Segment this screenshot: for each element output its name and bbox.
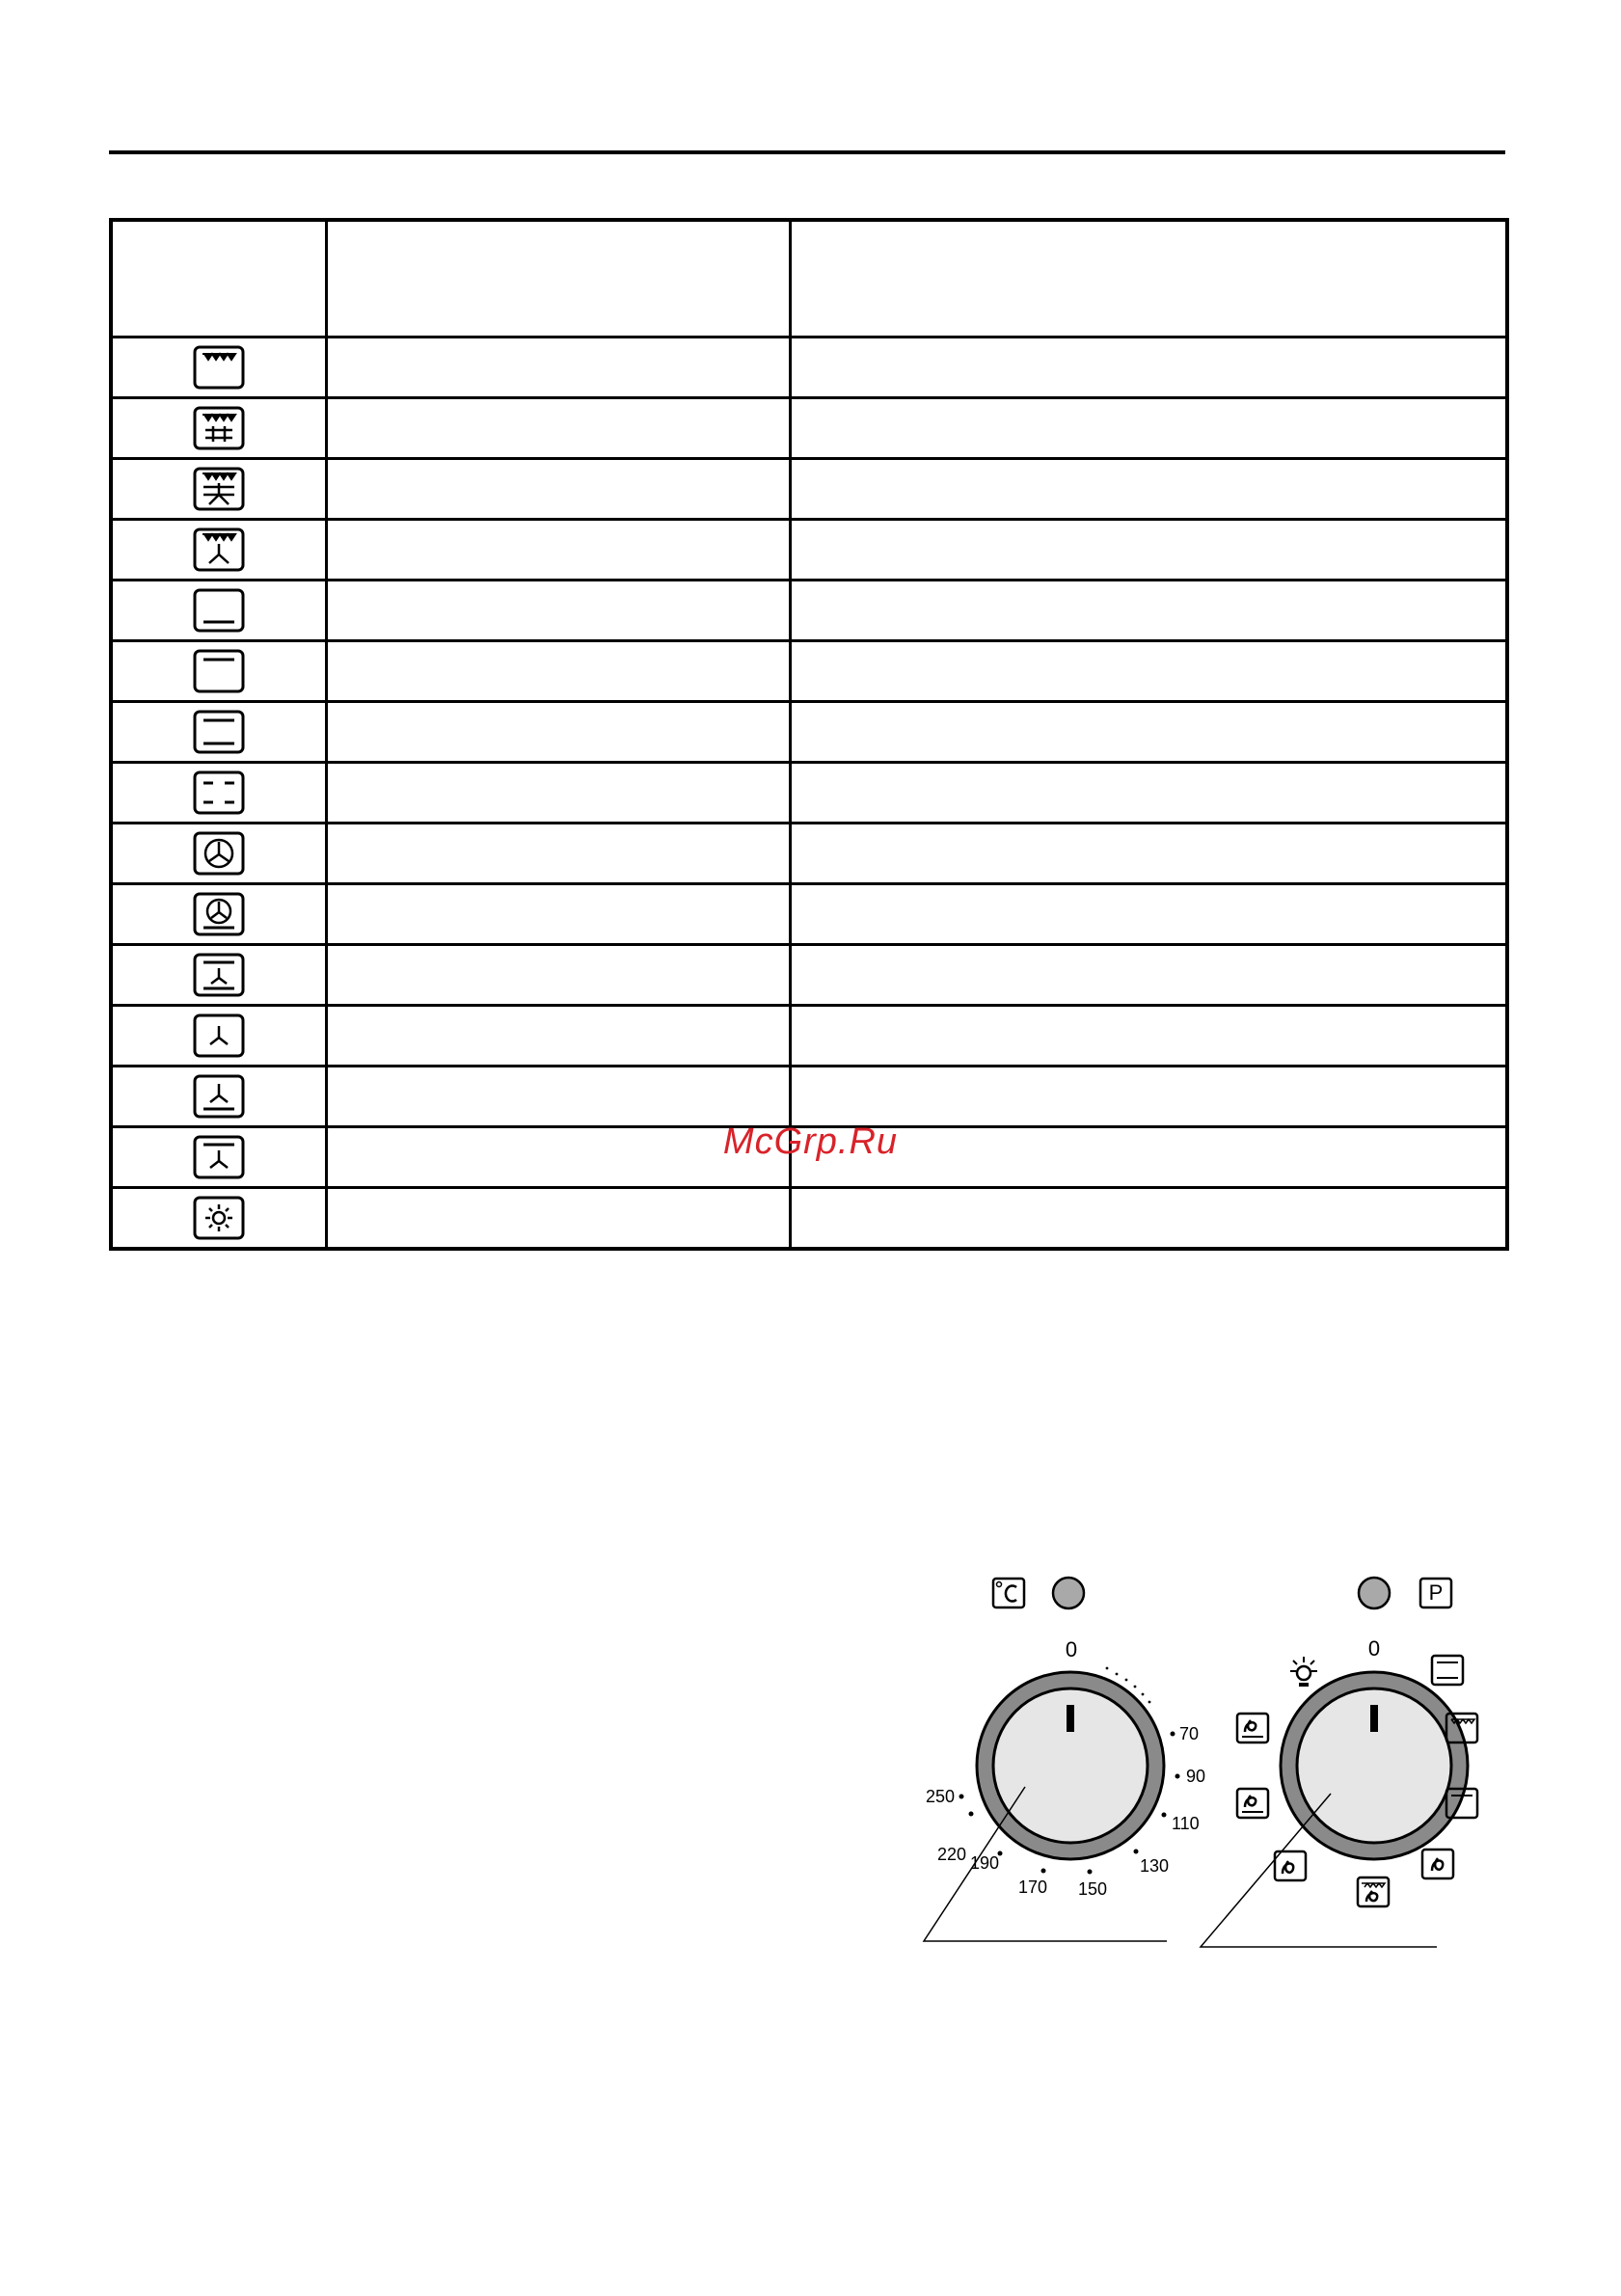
top-heat-grill-icon — [192, 405, 246, 451]
table-row — [111, 641, 1507, 702]
thermostat-indicator-lamp — [1053, 1578, 1084, 1608]
thermostat-pointer — [1067, 1705, 1074, 1732]
table-row — [111, 884, 1507, 945]
scale-label-70: 70 — [1179, 1724, 1200, 1743]
table-row — [111, 702, 1507, 763]
scale-label-90: 90 — [1186, 1767, 1206, 1786]
table-row — [111, 338, 1507, 398]
selector-indicator-lamp — [1359, 1578, 1390, 1608]
thermostat-zero-label: 0 — [1065, 1637, 1078, 1661]
program-p-icon — [1420, 1579, 1451, 1607]
top-element-icon — [192, 648, 246, 694]
scale-label-220: 220 — [937, 1845, 967, 1864]
program-p-label: P — [1428, 1580, 1444, 1605]
top-heat-fan-icon — [192, 527, 246, 573]
header-cell-symbol — [111, 220, 327, 338]
top-bottom-heat-icon — [192, 709, 246, 755]
fan-top-bottom-icon — [192, 952, 246, 998]
table-row — [111, 1188, 1507, 1250]
ring-fan-bottom-icon — [192, 891, 246, 937]
selector-zero-label: 0 — [1367, 1636, 1381, 1661]
selector-fan-bottom-icon — [1237, 1789, 1268, 1818]
table-row — [111, 581, 1507, 641]
scale-label-170: 170 — [1018, 1877, 1048, 1897]
table-header-row — [111, 220, 1507, 338]
header-cell-use — [791, 220, 1508, 338]
selector-fan-icon-bottom-left — [1275, 1851, 1306, 1880]
top-heat-icon — [192, 344, 246, 391]
scale-label-250: 250 — [926, 1787, 956, 1806]
scale-label-110: 110 — [1172, 1814, 1200, 1833]
table-row — [111, 520, 1507, 581]
selector-top-bottom-icon — [1432, 1656, 1463, 1685]
table-row — [111, 1006, 1507, 1067]
scale-label-190: 190 — [970, 1853, 1000, 1873]
bottom-heat-icon — [192, 587, 246, 634]
table-row — [111, 1067, 1507, 1127]
selector-fan-bottom-icon-top — [1237, 1714, 1268, 1742]
fan-bottom-icon — [192, 1073, 246, 1120]
table-row — [111, 945, 1507, 1006]
selector-light-icon — [1290, 1657, 1317, 1687]
ring-fan-icon — [192, 830, 246, 877]
control-panel — [887, 1557, 1485, 2020]
table-row — [111, 459, 1507, 520]
table-row — [111, 763, 1507, 824]
selector-knob[interactable] — [1281, 1672, 1468, 1859]
dashed-elements-icon — [192, 770, 246, 816]
selector-fan-icon-right — [1422, 1850, 1453, 1878]
selector-pointer — [1370, 1705, 1378, 1732]
watermark: McGrp.Ru — [722, 1121, 899, 1162]
scale-label-150: 150 — [1078, 1879, 1108, 1899]
fan-icon — [192, 1013, 246, 1059]
scale-label-130: 130 — [1140, 1856, 1170, 1876]
thermostat-knob[interactable] — [977, 1672, 1164, 1859]
light-icon — [192, 1195, 246, 1241]
header-cell-function — [327, 220, 791, 338]
turbo-grill-fan-icon — [192, 466, 246, 512]
symbols-table — [109, 218, 1509, 1251]
thermometer-celsius-icon — [993, 1579, 1024, 1607]
table-row — [111, 824, 1507, 884]
top-rule — [109, 150, 1505, 154]
table-row — [111, 398, 1507, 459]
selector-fan-grill-icon — [1358, 1877, 1389, 1906]
